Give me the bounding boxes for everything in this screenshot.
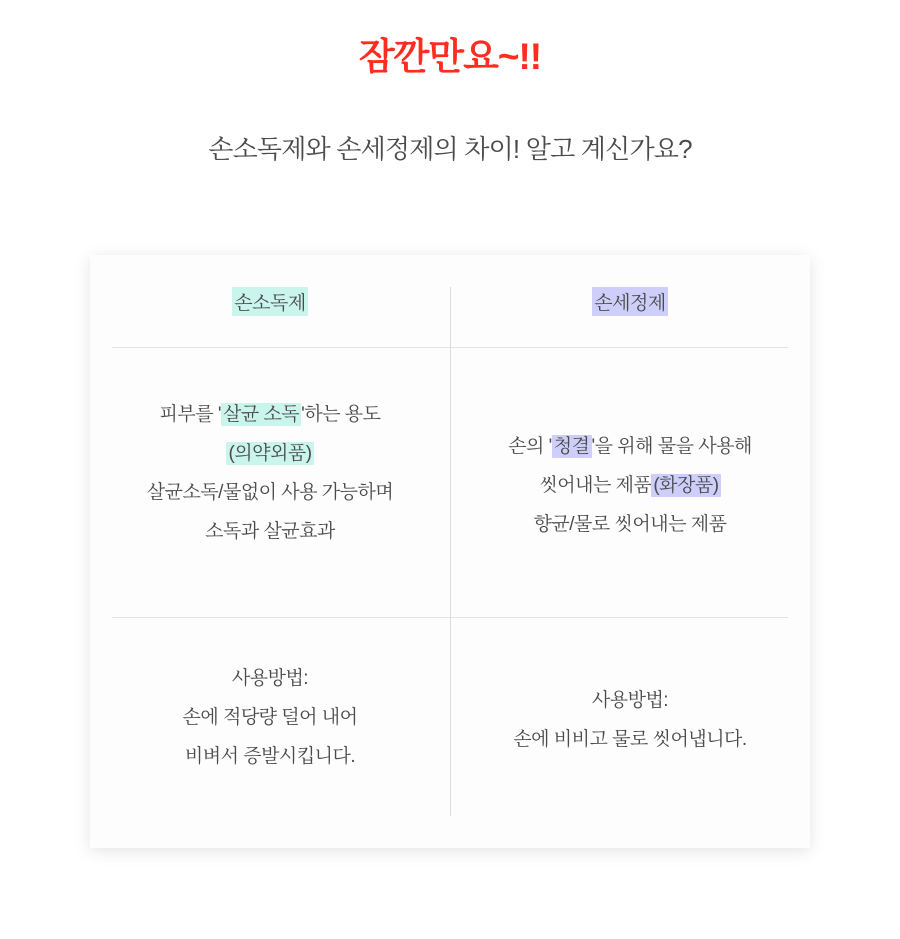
sanitizer-category-highlight: (의약외품) xyxy=(228,443,312,464)
column-header-sanitizer-label: 손소독제 xyxy=(232,287,307,316)
comparison-card xyxy=(90,255,810,848)
cleanser-usage-line-1: 손에 비비고 물로 씻어냅니다. xyxy=(513,728,747,750)
sanitizer-purpose-line-4: 소독과 살균효과 xyxy=(205,521,335,542)
sanitizer-purpose-line-2 xyxy=(226,434,313,473)
cleanser-usage-label: 사용방법: xyxy=(591,689,669,711)
cell-cleanser-purpose xyxy=(450,347,810,617)
cleanser-purpose-line-1-pre: 손의 ' xyxy=(508,435,552,457)
sanitizer-purpose-line-1-post: '하는 용도 xyxy=(301,404,381,425)
comparison-table xyxy=(90,255,810,848)
cleanser-purpose-line-1-post: '을 위해 물을 사용해 xyxy=(591,435,752,457)
column-header-sanitizer xyxy=(90,255,450,347)
cleanser-purpose-line-1 xyxy=(508,427,752,466)
cleanser-purpose-line-3: 향균/물로 씻어내는 제품 xyxy=(533,513,727,535)
cell-sanitizer-usage xyxy=(90,617,450,848)
sanitizer-usage-line-1: 손에 적당량 덜어 내어 xyxy=(182,707,358,728)
column-header-cleanser-label: 손세정제 xyxy=(592,287,667,316)
cell-cleanser-usage xyxy=(450,617,810,848)
table-column-cleanser xyxy=(450,255,810,848)
page-headline: 잠깐만요~!! xyxy=(358,36,542,77)
table-column-sanitizer xyxy=(90,255,450,848)
column-header-cleanser xyxy=(450,255,810,347)
cleanser-purpose-line-2 xyxy=(539,466,720,505)
sanitizer-purpose-highlight: 살균 소독 xyxy=(222,404,300,425)
sanitizer-purpose-line-3: 살균소독/물없이 사용 가능하며 xyxy=(146,482,394,503)
sanitizer-usage-label: 사용방법: xyxy=(231,668,309,689)
cleanser-category-highlight: (화장품) xyxy=(653,474,719,496)
cleanser-purpose-line-2-pre: 씻어내는 제품 xyxy=(539,474,652,496)
cleanser-purpose-highlight: 청결 xyxy=(553,435,590,457)
cell-sanitizer-purpose xyxy=(90,347,450,617)
sanitizer-purpose-line-1-pre: 피부를 ' xyxy=(159,404,221,425)
sanitizer-purpose-line-1 xyxy=(160,395,381,434)
sanitizer-usage-line-2: 비벼서 증발시킵니다. xyxy=(184,746,356,767)
page-subheadline: 손소독제와 손세정제의 차이! 알고 계신가요? xyxy=(208,134,692,164)
